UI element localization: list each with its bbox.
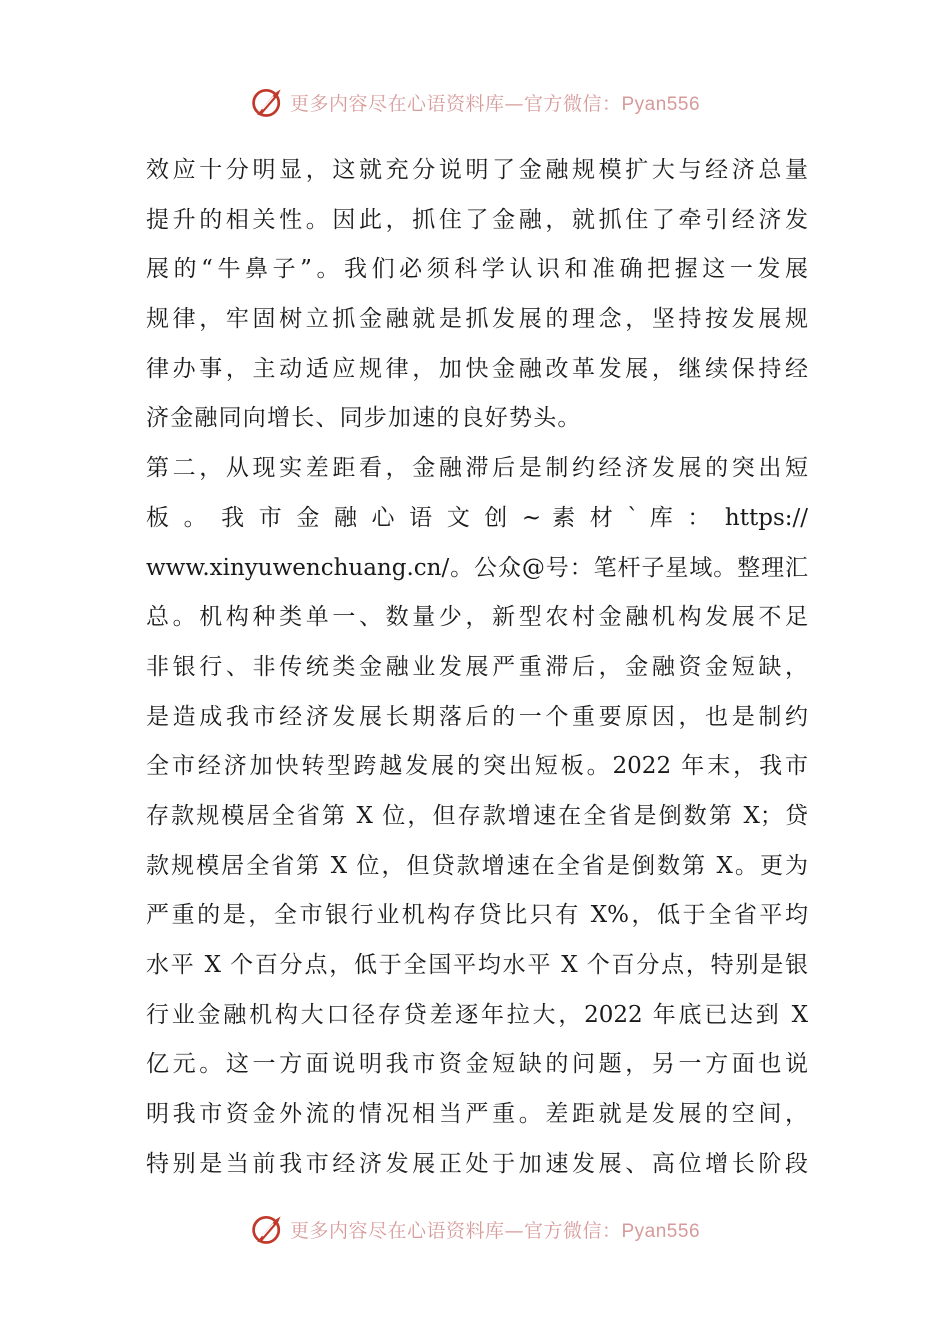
body-line: 存款规模居全省第 X 位，但存款增速在全省是倒数第 X；贷	[146, 802, 808, 829]
document-body	[146, 146, 808, 1189]
body-line: 济金融同向增长、同步加速的良好势头。	[146, 405, 582, 432]
header-banner-text	[290, 89, 700, 116]
footer-banner-text	[290, 1216, 700, 1243]
footer-banner-wechat: Pyan556	[621, 1220, 701, 1242]
footer-banner	[0, 1209, 950, 1249]
body-line: 特别是当前我市经济发展正处于加速发展、高位增长阶段	[146, 1150, 808, 1177]
body-line: 板 。 我 市 金 融 心 语 文 创 ~ 素 材 ` 库 ： https://	[146, 504, 808, 531]
body-line: 规律，牢固树立抓金融就是抓发展的理念，坚持按发展规	[146, 306, 808, 333]
body-line: 提升的相关性。因此，抓住了金融，就抓住了牵引经济发	[146, 206, 808, 233]
body-line: www.xinyuwenchuang.cn/。公众@号：笔杆子星域。整理汇	[146, 554, 808, 581]
body-line: 亿元。这一方面说明我市资金短缺的问题，另一方面也说	[146, 1051, 808, 1078]
body-line: 效应十分明显，这就充分说明了金融规模扩大与经济总量	[146, 157, 808, 183]
body-line: 律办事，主动适应规律，加快金融改革发展，继续保持经	[146, 355, 808, 382]
quill-pen-logo-icon	[250, 84, 286, 120]
body-line: 展的“牛鼻子”。我们必须科学认识和准确把握这一发展	[146, 256, 808, 283]
body-line: 非银行、非传统类金融业发展严重滞后，金融资金短缺，	[146, 653, 808, 680]
body-line: 水平 X 个百分点，低于全国平均水平 X 个百分点，特别是银	[146, 952, 808, 978]
body-line: 款规模居全省第 X 位，但贷款增速在全省是倒数第 X。更为	[146, 852, 808, 879]
header-banner-wechat: Pyan556	[621, 93, 701, 115]
body-line: 第二，从现实差距看，金融滞后是制约经济发展的突出短	[146, 455, 808, 482]
header-banner-label: 更多内容尽在心语资料库—官方微信：	[289, 92, 622, 115]
quill-pen-logo-icon	[250, 1211, 286, 1247]
body-line: 明我市资金外流的情况相当严重。差距就是发展的空间，	[146, 1101, 808, 1128]
body-line: 全市经济加快转型跨越发展的突出短板。2022 年末，我市	[146, 753, 808, 780]
body-line: 是造成我市经济发展长期落后的一个重要原因，也是制约	[146, 703, 808, 730]
body-line: 总。机构种类单一、数量少，新型农村金融机构发展不足	[146, 604, 808, 631]
footer-banner-label: 更多内容尽在心语资料库—官方微信：	[289, 1219, 622, 1242]
body-line: 严重的是，全市银行业机构存贷比只有 X%，低于全省平均	[146, 902, 808, 929]
header-banner	[0, 82, 950, 122]
body-line: 行业金融机构大口径存贷差逐年拉大，2022 年底已达到 X	[146, 1001, 808, 1028]
